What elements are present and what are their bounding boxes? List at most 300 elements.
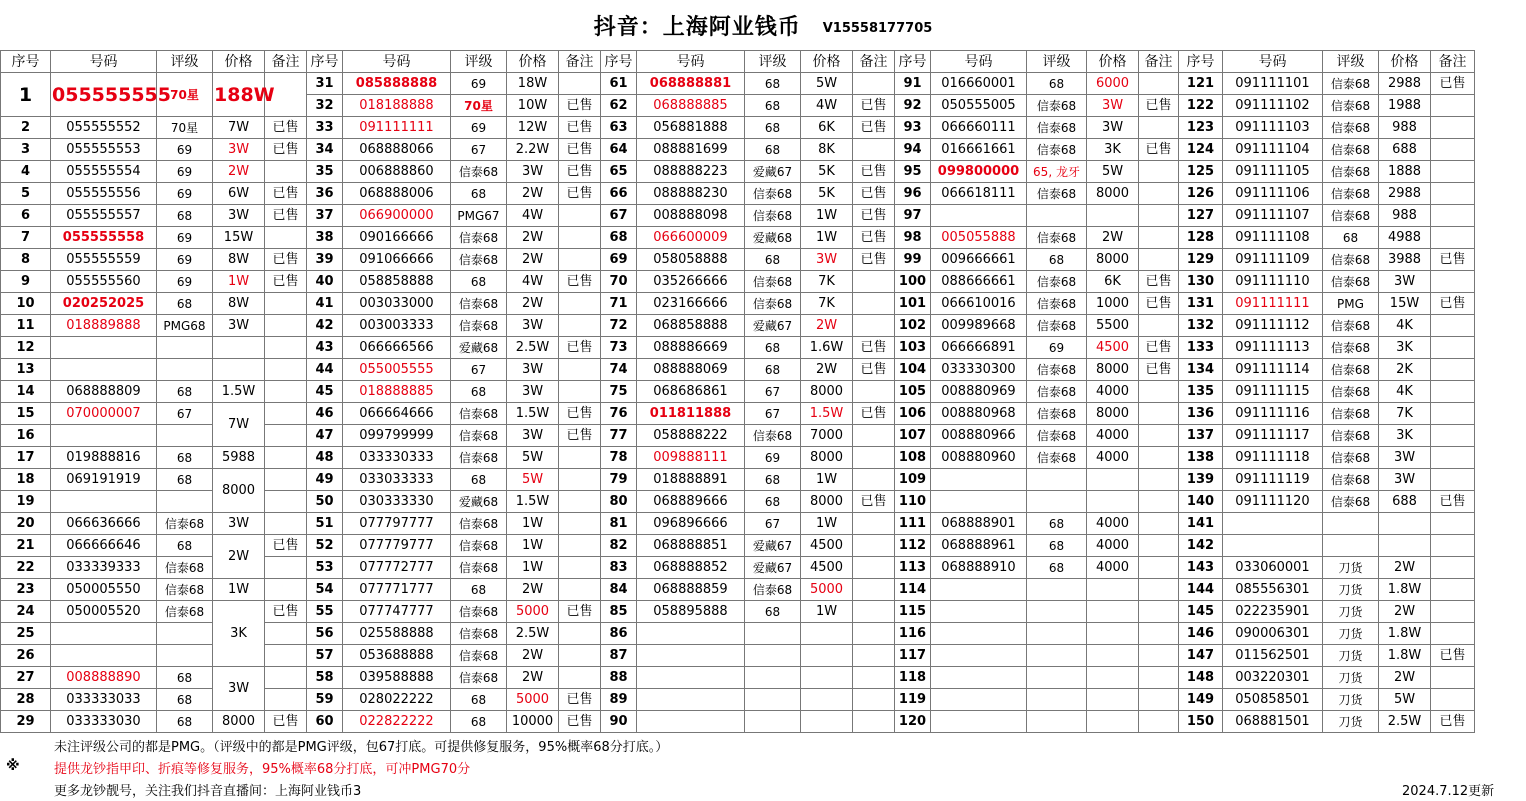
price: 3W [213, 205, 265, 227]
price: 188W [213, 73, 265, 117]
row-seq: 15 [1, 403, 51, 425]
banknote-number [637, 711, 745, 733]
row-seq: 76 [601, 403, 637, 425]
row-seq: 139 [1179, 469, 1223, 491]
grade: 爱藏68 [745, 227, 801, 249]
banknote-number: 091111114 [1223, 359, 1323, 381]
price: 15W [213, 227, 265, 249]
sale-note [853, 557, 895, 579]
banknote-number: 088888069 [637, 359, 745, 381]
banknote-number: 090006301 [1223, 623, 1323, 645]
grade: 67 [745, 513, 801, 535]
sheet-title: 抖音：上海阿业钱币 [593, 14, 801, 40]
sale-note: 已售 [1139, 95, 1179, 117]
sale-note [1139, 579, 1179, 601]
grade: 68 [451, 381, 507, 403]
sale-note [1139, 711, 1179, 733]
grade: 信泰68 [745, 271, 801, 293]
banknote-number [931, 623, 1027, 645]
row-seq: 55 [307, 601, 343, 623]
table-row [1, 117, 1475, 139]
sale-note [1431, 513, 1475, 535]
grade: 信泰68 [1323, 95, 1379, 117]
price: 4000 [1087, 513, 1139, 535]
grade: 信泰68 [1027, 381, 1087, 403]
sale-note [853, 425, 895, 447]
grade: 信泰68 [1027, 359, 1087, 381]
grade: 信泰68 [1027, 425, 1087, 447]
row-seq: 97 [895, 205, 931, 227]
banknote-number [637, 645, 745, 667]
row-seq: 39 [307, 249, 343, 271]
price: 7K [801, 293, 853, 315]
sale-note [1431, 579, 1475, 601]
banknote-number: 050005550 [51, 579, 157, 601]
sale-note: 已售 [1431, 711, 1475, 733]
row-seq: 22 [1, 557, 51, 579]
sale-note [853, 667, 895, 689]
row-seq: 90 [601, 711, 637, 733]
row-seq: 127 [1179, 205, 1223, 227]
row-seq: 106 [895, 403, 931, 425]
sale-note [265, 645, 307, 667]
sale-note [559, 667, 601, 689]
grade: 刀货 [1323, 579, 1379, 601]
price: 7K [801, 271, 853, 293]
price: 5000 [507, 689, 559, 711]
price: 5W [1087, 161, 1139, 183]
row-seq: 16 [1, 425, 51, 447]
grade [157, 337, 213, 359]
price: 2W [1379, 601, 1431, 623]
banknote-number: 091111107 [1223, 205, 1323, 227]
sale-note [1431, 447, 1475, 469]
price: 1.8W [1379, 645, 1431, 667]
banknote-number: 091111111 [343, 117, 451, 139]
sale-note: 已售 [1139, 271, 1179, 293]
sale-note: 已售 [853, 491, 895, 513]
sale-note [1431, 469, 1475, 491]
sale-note: 已售 [853, 403, 895, 425]
banknote-number: 006888860 [343, 161, 451, 183]
price: 2W [213, 535, 265, 579]
price [801, 645, 853, 667]
column-header: 评级 [1323, 51, 1379, 73]
sale-note: 已售 [853, 161, 895, 183]
banknote-number: 091111117 [1223, 425, 1323, 447]
banknote-number: 088666661 [931, 271, 1027, 293]
price: 4500 [1087, 337, 1139, 359]
price: 1.6W [801, 337, 853, 359]
row-seq: 71 [601, 293, 637, 315]
banknote-number [51, 359, 157, 381]
sale-note [1139, 403, 1179, 425]
banknote-number: 050555005 [931, 95, 1027, 117]
price: 7W [213, 117, 265, 139]
row-seq: 68 [601, 227, 637, 249]
grade: 69 [451, 117, 507, 139]
grade: 信泰68 [1323, 161, 1379, 183]
banknote-number: 066636666 [51, 513, 157, 535]
grade: 信泰68 [157, 557, 213, 579]
banknote-number: 003220301 [1223, 667, 1323, 689]
row-seq: 42 [307, 315, 343, 337]
row-seq: 113 [895, 557, 931, 579]
row-seq: 118 [895, 667, 931, 689]
column-header: 序号 [1179, 51, 1223, 73]
grade [1323, 535, 1379, 557]
table-row [1, 469, 1475, 491]
row-seq: 85 [601, 601, 637, 623]
price: 1.5W [213, 381, 265, 403]
sale-note [1139, 645, 1179, 667]
row-seq: 31 [307, 73, 343, 95]
price-table [0, 50, 1475, 733]
banknote-number: 066900000 [343, 205, 451, 227]
grade [745, 645, 801, 667]
price: 1W [213, 579, 265, 601]
price [1379, 535, 1431, 557]
grade [1027, 667, 1087, 689]
sale-note [265, 403, 307, 425]
price: 688 [1379, 139, 1431, 161]
grade: 爱藏68 [451, 491, 507, 513]
price: 2W [507, 249, 559, 271]
sale-note [559, 623, 601, 645]
sale-note [853, 535, 895, 557]
grade: 68 [745, 95, 801, 117]
banknote-number: 055555553 [51, 139, 157, 161]
price: 5000 [801, 579, 853, 601]
sale-note: 已售 [1431, 491, 1475, 513]
column-header: 备注 [265, 51, 307, 73]
banknote-number: 068888809 [51, 381, 157, 403]
row-seq: 147 [1179, 645, 1223, 667]
price: 4000 [1087, 557, 1139, 579]
grade: 69 [157, 271, 213, 293]
banknote-number: 091111115 [1223, 381, 1323, 403]
banknote-number: 033333030 [51, 711, 157, 733]
column-header: 序号 [307, 51, 343, 73]
row-seq: 125 [1179, 161, 1223, 183]
price: 18W [507, 73, 559, 95]
column-header: 评级 [1027, 51, 1087, 73]
grade: 69 [157, 227, 213, 249]
price: 8W [213, 249, 265, 271]
sale-note [559, 447, 601, 469]
row-seq: 49 [307, 469, 343, 491]
grade: 68 [157, 469, 213, 491]
row-seq: 128 [1179, 227, 1223, 249]
price: 10000 [507, 711, 559, 733]
price: 2.5W [1379, 711, 1431, 733]
grade [1027, 645, 1087, 667]
grade: 信泰68 [1323, 73, 1379, 95]
row-seq: 51 [307, 513, 343, 535]
grade: 信泰68 [745, 579, 801, 601]
row-seq: 40 [307, 271, 343, 293]
sale-note [559, 557, 601, 579]
sale-note [1139, 513, 1179, 535]
banknote-number: 077797777 [343, 513, 451, 535]
row-seq: 122 [1179, 95, 1223, 117]
banknote-number: 019888816 [51, 447, 157, 469]
grade: 信泰68 [1027, 447, 1087, 469]
row-seq: 14 [1, 381, 51, 403]
grade: 刀货 [1323, 557, 1379, 579]
grade: 68 [745, 359, 801, 381]
row-seq: 86 [601, 623, 637, 645]
column-header: 价格 [507, 51, 559, 73]
price: 4000 [1087, 381, 1139, 403]
row-seq: 93 [895, 117, 931, 139]
grade: 68 [745, 337, 801, 359]
banknote-number: 091111103 [1223, 117, 1323, 139]
grade: 信泰68 [1323, 315, 1379, 337]
row-seq: 37 [307, 205, 343, 227]
row-seq: 9 [1, 271, 51, 293]
row-seq: 61 [601, 73, 637, 95]
price: 4000 [1087, 535, 1139, 557]
banknote-number [637, 689, 745, 711]
sale-note: 已售 [1139, 337, 1179, 359]
banknote-number: 009666661 [931, 249, 1027, 271]
banknote-number: 091111102 [1223, 95, 1323, 117]
banknote-number: 066618111 [931, 183, 1027, 205]
grade: 刀货 [1323, 601, 1379, 623]
price [1087, 689, 1139, 711]
row-seq: 38 [307, 227, 343, 249]
banknote-number: 099800000 [931, 161, 1027, 183]
sale-note [853, 381, 895, 403]
grade: 信泰68 [451, 425, 507, 447]
banknote-number: 055555560 [51, 271, 157, 293]
banknote-number: 068888910 [931, 557, 1027, 579]
sale-note [1431, 227, 1475, 249]
sale-note [1139, 667, 1179, 689]
sale-note [265, 425, 307, 447]
price: 2W [1087, 227, 1139, 249]
price: 8000 [801, 381, 853, 403]
table-row [1, 601, 1475, 623]
grade [1027, 689, 1087, 711]
title-row [0, 6, 1526, 44]
grade: 刀货 [1323, 623, 1379, 645]
sale-note [853, 139, 895, 161]
banknote-number [931, 645, 1027, 667]
banknote-number: 068888852 [637, 557, 745, 579]
banknote-number: 016660001 [931, 73, 1027, 95]
price: 1W [801, 601, 853, 623]
price: 2W [801, 315, 853, 337]
row-seq: 18 [1, 469, 51, 491]
row-seq: 143 [1179, 557, 1223, 579]
sale-note: 已售 [559, 95, 601, 117]
grade: 信泰68 [1323, 359, 1379, 381]
price [801, 711, 853, 733]
row-seq: 132 [1179, 315, 1223, 337]
sale-note: 已售 [853, 359, 895, 381]
grade: 信泰68 [451, 293, 507, 315]
sale-note [1431, 161, 1475, 183]
grade: 69 [157, 161, 213, 183]
grade [1027, 469, 1087, 491]
grade: 68 [451, 579, 507, 601]
grade: 信泰68 [1027, 293, 1087, 315]
row-seq: 88 [601, 667, 637, 689]
banknote-number: 088881699 [637, 139, 745, 161]
price: 3W [1087, 95, 1139, 117]
column-header: 序号 [895, 51, 931, 73]
sale-note: 已售 [559, 271, 601, 293]
grade: 信泰68 [451, 557, 507, 579]
banknote-number: 008888098 [637, 205, 745, 227]
grade: 68 [1027, 557, 1087, 579]
reference-mark: ※ [6, 758, 20, 774]
row-seq: 135 [1179, 381, 1223, 403]
price: 3W [213, 667, 265, 711]
sale-note [1431, 205, 1475, 227]
sale-note [1431, 425, 1475, 447]
row-seq: 142 [1179, 535, 1223, 557]
row-seq: 121 [1179, 73, 1223, 95]
row-seq: 110 [895, 491, 931, 513]
sale-note [265, 667, 307, 689]
price: 4K [1379, 315, 1431, 337]
row-seq: 60 [307, 711, 343, 733]
banknote-number: 077779777 [343, 535, 451, 557]
sale-note: 已售 [559, 183, 601, 205]
banknote-number: 033033333 [343, 469, 451, 491]
banknote-number: 055005555 [343, 359, 451, 381]
sale-note [1139, 227, 1179, 249]
column-header: 号码 [931, 51, 1027, 73]
row-seq: 146 [1179, 623, 1223, 645]
price: 5988 [213, 447, 265, 469]
banknote-number [51, 425, 157, 447]
sale-note: 已售 [1139, 139, 1179, 161]
banknote-number: 068686861 [637, 381, 745, 403]
sale-note [1139, 689, 1179, 711]
sale-note: 已售 [265, 271, 307, 293]
column-header: 备注 [1431, 51, 1475, 73]
banknote-number [51, 645, 157, 667]
row-seq: 140 [1179, 491, 1223, 513]
row-seq: 145 [1179, 601, 1223, 623]
sale-note [265, 227, 307, 249]
table-row [1, 447, 1475, 469]
table-row [1, 403, 1475, 425]
grade: 信泰68 [1323, 249, 1379, 271]
grade: 68 [745, 139, 801, 161]
sale-note [265, 337, 307, 359]
price: 3W [507, 161, 559, 183]
banknote-number: 077772777 [343, 557, 451, 579]
grade: 68 [745, 73, 801, 95]
grade: 68 [451, 711, 507, 733]
sale-note [853, 601, 895, 623]
grade [745, 667, 801, 689]
sale-note [265, 359, 307, 381]
sale-note: 已售 [265, 117, 307, 139]
sale-note [1139, 205, 1179, 227]
price [801, 667, 853, 689]
row-seq: 56 [307, 623, 343, 645]
price: 4W [801, 95, 853, 117]
contact-id: V15558177705 [822, 20, 933, 36]
row-seq: 137 [1179, 425, 1223, 447]
banknote-number: 009989668 [931, 315, 1027, 337]
sale-note [1431, 95, 1475, 117]
sale-note [559, 73, 601, 95]
price: 6000 [1087, 73, 1139, 95]
sale-note [559, 293, 601, 315]
banknote-number: 069191919 [51, 469, 157, 491]
row-seq: 81 [601, 513, 637, 535]
price: 3W [507, 381, 559, 403]
banknote-number: 066600009 [637, 227, 745, 249]
row-seq: 92 [895, 95, 931, 117]
banknote-number: 018889888 [51, 315, 157, 337]
banknote-number: 085556301 [1223, 579, 1323, 601]
price: 7W [213, 403, 265, 447]
row-seq: 28 [1, 689, 51, 711]
price: 3W [1379, 271, 1431, 293]
price: 3W [1379, 469, 1431, 491]
sale-note: 已售 [1139, 293, 1179, 315]
table-row [1, 359, 1475, 381]
column-header: 价格 [1087, 51, 1139, 73]
banknote-number: 068888851 [637, 535, 745, 557]
grade: 68 [745, 491, 801, 513]
row-seq: 101 [895, 293, 931, 315]
grade: 68 [157, 711, 213, 733]
sale-note: 已售 [559, 689, 601, 711]
grade: 信泰68 [1027, 139, 1087, 161]
row-seq: 149 [1179, 689, 1223, 711]
row-seq: 78 [601, 447, 637, 469]
row-seq: 70 [601, 271, 637, 293]
sale-note [1431, 601, 1475, 623]
row-seq: 11 [1, 315, 51, 337]
row-seq: 108 [895, 447, 931, 469]
row-seq: 84 [601, 579, 637, 601]
banknote-number: 055555555 [51, 73, 157, 117]
sale-note [559, 315, 601, 337]
row-seq: 74 [601, 359, 637, 381]
banknote-number: 008880969 [931, 381, 1027, 403]
sale-note [265, 381, 307, 403]
price: 4000 [1087, 425, 1139, 447]
banknote-number: 091111101 [1223, 73, 1323, 95]
banknote-number: 018888891 [637, 469, 745, 491]
column-header: 序号 [1, 51, 51, 73]
row-seq: 46 [307, 403, 343, 425]
price: 3W [1379, 447, 1431, 469]
table-row [1, 205, 1475, 227]
row-seq: 80 [601, 491, 637, 513]
banknote-number [1223, 513, 1323, 535]
table-row [1, 293, 1475, 315]
grade: 69 [451, 73, 507, 95]
price: 1988 [1379, 95, 1431, 117]
row-seq: 141 [1179, 513, 1223, 535]
grade: 69 [157, 249, 213, 271]
price: 1W [507, 557, 559, 579]
grade: 68 [157, 381, 213, 403]
price: 1000 [1087, 293, 1139, 315]
price: 4988 [1379, 227, 1431, 249]
